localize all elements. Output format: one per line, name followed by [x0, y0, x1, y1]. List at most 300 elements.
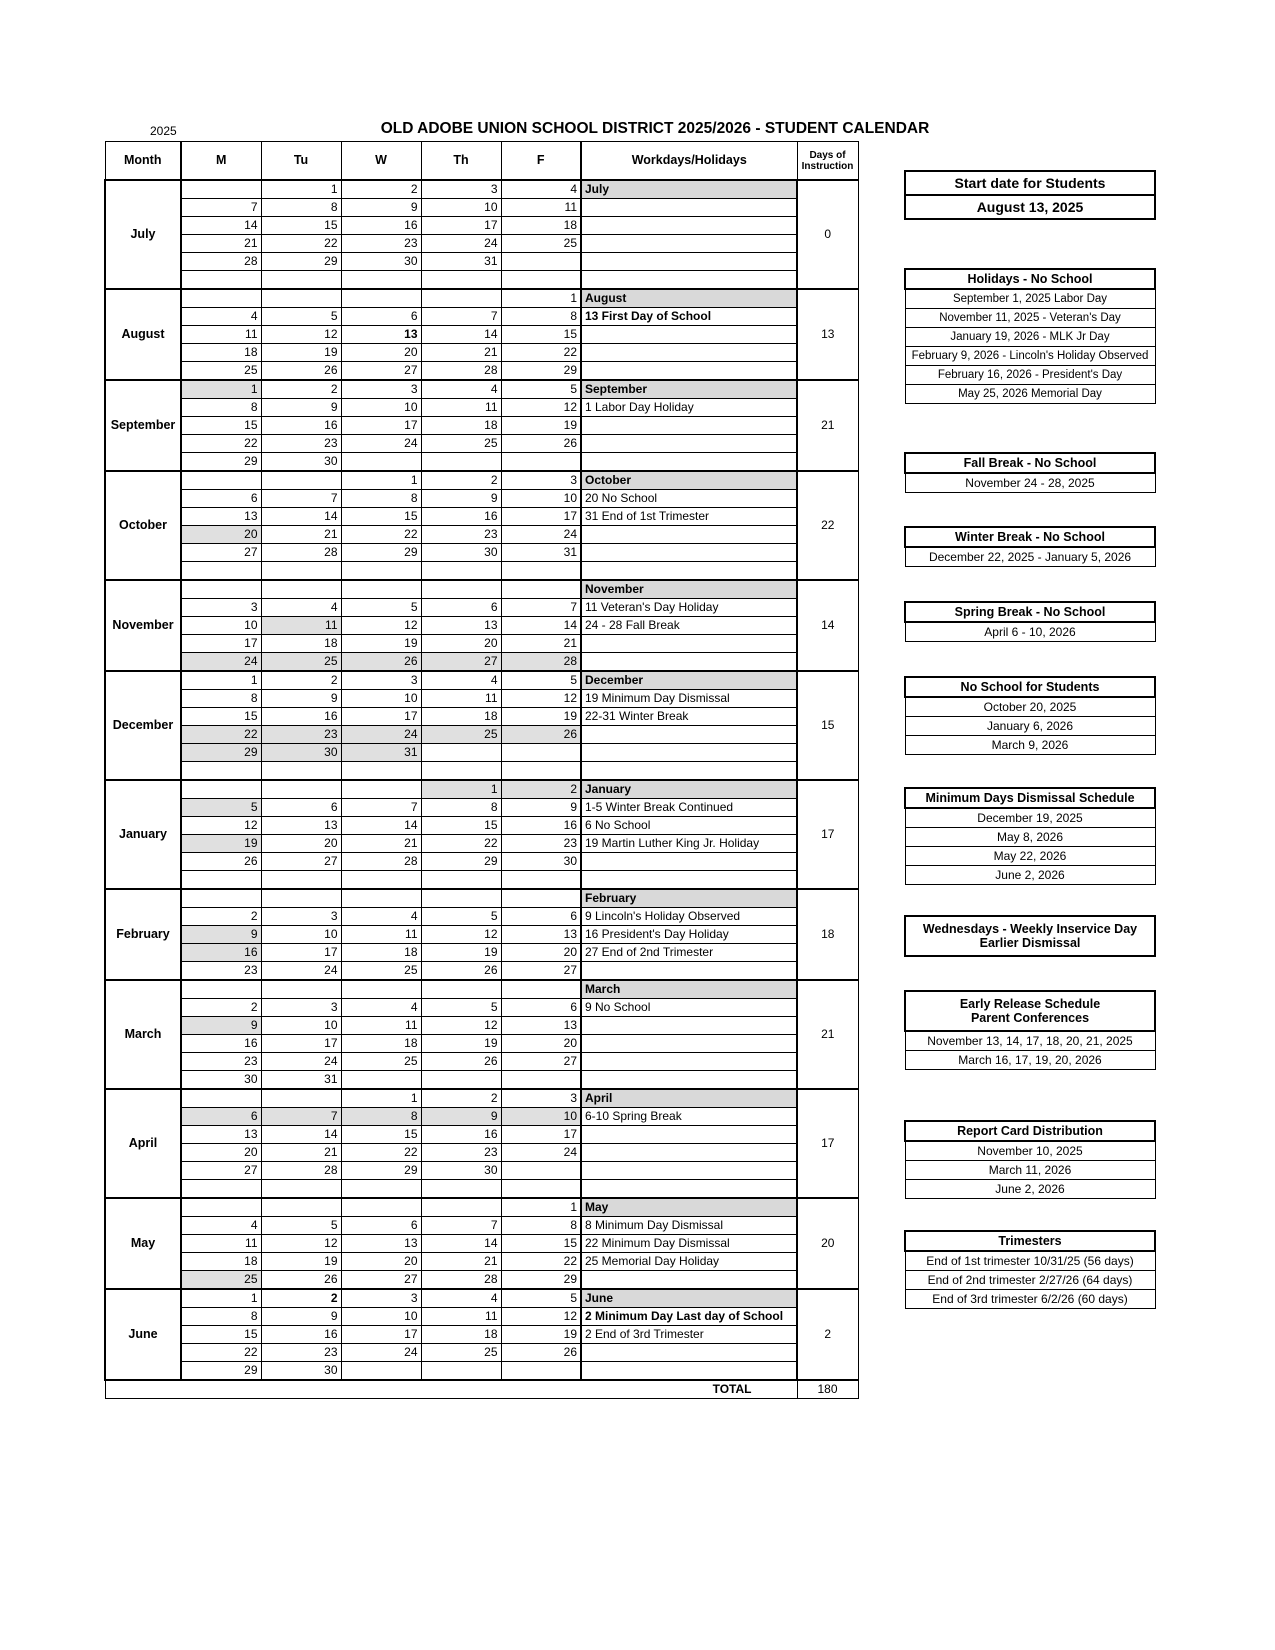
- day-cell: 11: [341, 1017, 421, 1035]
- day-cell: 14: [261, 508, 341, 526]
- day-cell: 9: [421, 1108, 501, 1126]
- info-box-item: May 8, 2026: [905, 828, 1155, 847]
- day-cell: 23: [341, 235, 421, 253]
- day-cell: [501, 253, 581, 271]
- month-title: January: [581, 780, 797, 799]
- event-text: [581, 1053, 797, 1071]
- day-cell: [261, 1089, 341, 1108]
- info-box-row: [905, 309, 1155, 328]
- day-cell: 13: [421, 617, 501, 635]
- day-cell: 20: [501, 1035, 581, 1053]
- day-cell: 18: [341, 1035, 421, 1053]
- info-box-title: [905, 527, 1155, 547]
- info-box-title-text: No School for Students: [960, 680, 1100, 694]
- day-cell: 4: [341, 999, 421, 1017]
- calendar-row: [105, 1053, 858, 1071]
- day-cell: 19: [421, 1035, 501, 1053]
- event-text: 31 End of 1st Trimester: [581, 508, 797, 526]
- day-cell: 27: [421, 653, 501, 672]
- day-cell: 12: [421, 1017, 501, 1035]
- day-cell: [181, 471, 261, 490]
- instruction-days: 17: [797, 1089, 858, 1198]
- day-cell: 27: [341, 1271, 421, 1290]
- event-text: [581, 544, 797, 562]
- day-cell: 2: [181, 999, 261, 1017]
- instruction-days: 2: [797, 1289, 858, 1380]
- calendar-row: [105, 289, 858, 308]
- day-cell: 12: [501, 1308, 581, 1326]
- info-box: [904, 676, 1156, 755]
- day-cell: 28: [421, 362, 501, 381]
- day-cell: 16: [421, 1126, 501, 1144]
- day-cell: 3: [501, 471, 581, 490]
- day-cell: 21: [181, 235, 261, 253]
- day-cell: 23: [181, 1053, 261, 1071]
- day-cell: 14: [261, 1126, 341, 1144]
- day-cell: 2: [261, 1289, 341, 1308]
- day-cell: [181, 762, 261, 781]
- info-box-title: [905, 602, 1155, 622]
- month-title: June: [581, 1289, 797, 1308]
- day-cell: 18: [181, 1253, 261, 1271]
- info-box-title: [905, 1121, 1155, 1141]
- day-cell: [421, 1362, 501, 1381]
- calendar-row: [105, 1326, 858, 1344]
- calendar-row: [105, 908, 858, 926]
- day-cell: 25: [421, 435, 501, 453]
- calendar-row: [105, 1235, 858, 1253]
- day-cell: 15: [501, 1235, 581, 1253]
- calendar-row: [105, 617, 858, 635]
- day-cell: 6: [421, 599, 501, 617]
- calendar-row: [105, 726, 858, 744]
- day-cell: 7: [261, 1108, 341, 1126]
- calendar-row: [105, 1071, 858, 1090]
- instruction-header: Days of Instruction: [797, 142, 858, 181]
- day-cell: 8: [181, 1308, 261, 1326]
- calendar-row: [105, 1017, 858, 1035]
- event-text: [581, 1071, 797, 1090]
- calendar-row: [105, 1344, 858, 1362]
- month-name: April: [105, 1089, 181, 1198]
- day-cell: 4: [421, 380, 501, 399]
- day-cell: [181, 1180, 261, 1199]
- calendar-row: [105, 253, 858, 271]
- day-cell: [501, 889, 581, 908]
- day-cell: 14: [181, 217, 261, 235]
- day-cell: 11: [421, 690, 501, 708]
- day-header: F: [501, 142, 581, 181]
- event-text: [581, 526, 797, 544]
- day-cell: 23: [421, 1144, 501, 1162]
- info-box-row: [905, 808, 1155, 828]
- total-value: 180: [797, 1380, 858, 1399]
- day-cell: 29: [341, 544, 421, 562]
- day-cell: [501, 744, 581, 762]
- day-cell: 8: [181, 399, 261, 417]
- day-cell: 24: [421, 235, 501, 253]
- calendar-row: [105, 399, 858, 417]
- info-box: [904, 268, 1156, 404]
- day-cell: [421, 871, 501, 890]
- info-box-row: [905, 366, 1155, 385]
- day-cell: 5: [421, 999, 501, 1017]
- day-cell: 29: [501, 362, 581, 381]
- day-cell: 25: [181, 1271, 261, 1290]
- day-cell: [421, 889, 501, 908]
- day-cell: 3: [261, 999, 341, 1017]
- day-cell: 14: [501, 617, 581, 635]
- day-cell: 21: [261, 526, 341, 544]
- day-cell: 30: [181, 1071, 261, 1090]
- info-box: [904, 452, 1156, 493]
- page-title: OLD ADOBE UNION SCHOOL DISTRICT 2025/2026 - STUDENT CALENDAR: [380, 120, 930, 137]
- day-cell: 13: [181, 1126, 261, 1144]
- day-cell: 20: [421, 635, 501, 653]
- day-cell: 12: [501, 690, 581, 708]
- event-text: 22-31 Winter Break: [581, 708, 797, 726]
- day-cell: 27: [501, 962, 581, 981]
- day-cell: 29: [421, 853, 501, 871]
- event-text: [581, 417, 797, 435]
- day-cell: 23: [261, 1344, 341, 1362]
- day-header: Th: [421, 142, 501, 181]
- day-cell: 20: [341, 344, 421, 362]
- day-cell: [341, 780, 421, 799]
- calendar-row: [105, 599, 858, 617]
- instruction-days: 21: [797, 980, 858, 1089]
- day-cell: [501, 562, 581, 581]
- day-cell: 15: [261, 217, 341, 235]
- day-cell: 8: [341, 1108, 421, 1126]
- calendar-row: [105, 471, 858, 490]
- event-text: [581, 217, 797, 235]
- calendar-row: [105, 271, 858, 290]
- info-box: [904, 526, 1156, 567]
- day-cell: [341, 1362, 421, 1381]
- event-text: [581, 762, 797, 781]
- day-cell: [501, 580, 581, 599]
- day-cell: 24: [261, 962, 341, 981]
- day-cell: 6: [501, 999, 581, 1017]
- day-cell: 17: [261, 944, 341, 962]
- info-box-title: [905, 171, 1155, 195]
- day-cell: 19: [261, 1253, 341, 1271]
- info-box-header-row: [905, 991, 1155, 1031]
- month-name: May: [105, 1198, 181, 1289]
- day-cell: 18: [341, 944, 421, 962]
- info-box-item: End of 1st trimester 10/31/25 (56 days): [905, 1251, 1155, 1271]
- calendar-row: [105, 326, 858, 344]
- day-cell: 8: [501, 1217, 581, 1235]
- event-text: 1 Labor Day Holiday: [581, 399, 797, 417]
- event-text: [581, 962, 797, 981]
- info-box: [904, 990, 1156, 1070]
- calendar-row: [105, 344, 858, 362]
- calendar-row: [105, 235, 858, 253]
- day-cell: 17: [341, 708, 421, 726]
- day-cell: 30: [501, 853, 581, 871]
- info-box: [904, 601, 1156, 642]
- day-cell: [341, 871, 421, 890]
- day-cell: 11: [421, 1308, 501, 1326]
- header-row: [105, 142, 858, 181]
- month-name: June: [105, 1289, 181, 1380]
- info-box-header-row: [905, 527, 1155, 547]
- day-cell: 9: [421, 490, 501, 508]
- day-cell: 18: [421, 417, 501, 435]
- info-box-row: [905, 1141, 1155, 1161]
- day-cell: 29: [501, 1271, 581, 1290]
- day-cell: [341, 562, 421, 581]
- calendar-row: [105, 217, 858, 235]
- day-cell: 17: [341, 1326, 421, 1344]
- day-cell: 29: [341, 1162, 421, 1180]
- day-cell: 8: [181, 690, 261, 708]
- calendar-row: [105, 508, 858, 526]
- info-box: [904, 787, 1156, 885]
- day-cell: 25: [261, 653, 341, 672]
- calendar-row: [105, 1162, 858, 1180]
- day-cell: [341, 1071, 421, 1090]
- instruction-days: 20: [797, 1198, 858, 1289]
- calendar-row: [105, 835, 858, 853]
- total-label: TOTAL: [105, 1380, 797, 1399]
- day-cell: 10: [261, 926, 341, 944]
- day-cell: 27: [341, 362, 421, 381]
- info-box-title-text: Early Release Schedule: [959, 997, 1101, 1011]
- day-cell: [421, 289, 501, 308]
- day-cell: 7: [501, 599, 581, 617]
- day-cell: 27: [181, 1162, 261, 1180]
- calendar-row: [105, 580, 858, 599]
- month-name: September: [105, 380, 181, 471]
- day-cell: 30: [261, 1362, 341, 1381]
- day-cell: 25: [341, 962, 421, 981]
- info-box-row: [905, 828, 1155, 847]
- day-cell: 22: [341, 1144, 421, 1162]
- instruction-days: 21: [797, 380, 858, 471]
- info-box-item: End of 3rd trimester 6/2/26 (60 days): [905, 1290, 1155, 1309]
- calendar-row: [105, 799, 858, 817]
- day-cell: 11: [341, 926, 421, 944]
- event-text: [581, 362, 797, 381]
- day-cell: 11: [421, 399, 501, 417]
- calendar-row: [105, 690, 858, 708]
- day-cell: 25: [501, 235, 581, 253]
- day-cell: 22: [341, 526, 421, 544]
- info-box-header-row: [905, 677, 1155, 697]
- info-box-row: [905, 328, 1155, 347]
- info-box-item: December 22, 2025 - January 5, 2026: [905, 547, 1155, 567]
- day-cell: 3: [181, 599, 261, 617]
- day-cell: 10: [421, 199, 501, 217]
- calendar-row: [105, 490, 858, 508]
- info-box-row: [905, 736, 1155, 755]
- month-header: Month: [105, 142, 181, 181]
- day-cell: [421, 980, 501, 999]
- day-cell: 6: [181, 490, 261, 508]
- event-text: [581, 344, 797, 362]
- day-cell: [181, 271, 261, 290]
- day-cell: [261, 871, 341, 890]
- day-cell: 31: [341, 744, 421, 762]
- day-cell: 19: [421, 944, 501, 962]
- info-box-row: [905, 195, 1155, 219]
- day-cell: [341, 980, 421, 999]
- day-cell: [181, 980, 261, 999]
- calendar-body: [105, 180, 858, 1399]
- day-cell: 5: [261, 308, 341, 326]
- info-box-item: April 6 - 10, 2026: [905, 622, 1155, 642]
- calendar-row: [105, 417, 858, 435]
- event-text: 24 - 28 Fall Break: [581, 617, 797, 635]
- day-header: Tu: [261, 142, 341, 181]
- event-text: [581, 853, 797, 871]
- day-cell: 10: [341, 690, 421, 708]
- day-cell: 28: [261, 1162, 341, 1180]
- instruction-days: 15: [797, 671, 858, 780]
- calendar-row: [105, 1198, 858, 1217]
- event-text: [581, 562, 797, 581]
- day-cell: [341, 453, 421, 472]
- calendar-row: [105, 362, 858, 381]
- calendar-row: [105, 980, 858, 999]
- day-cell: 24: [341, 435, 421, 453]
- day-cell: 8: [421, 799, 501, 817]
- day-cell: 27: [501, 1053, 581, 1071]
- day-cell: 25: [341, 1053, 421, 1071]
- day-cell: 9: [261, 399, 341, 417]
- day-cell: [421, 1071, 501, 1090]
- day-cell: [341, 1198, 421, 1217]
- info-box-title: [905, 788, 1155, 808]
- day-cell: 30: [261, 744, 341, 762]
- event-text: 2 End of 3rd Trimester: [581, 1326, 797, 1344]
- day-cell: 19: [501, 1326, 581, 1344]
- day-cell: 22: [501, 344, 581, 362]
- info-box-header-row: [905, 171, 1155, 195]
- event-text: 22 Minimum Day Dismissal: [581, 1235, 797, 1253]
- calendar-row: [105, 671, 858, 690]
- day-cell: 28: [501, 653, 581, 672]
- day-cell: 31: [261, 1071, 341, 1090]
- day-cell: 12: [261, 326, 341, 344]
- event-text: [581, 635, 797, 653]
- day-cell: 16: [421, 508, 501, 526]
- day-cell: 24: [341, 726, 421, 744]
- event-text: 9 Lincoln's Holiday Observed: [581, 908, 797, 926]
- day-cell: 15: [501, 326, 581, 344]
- day-cell: 22: [261, 235, 341, 253]
- day-cell: [421, 580, 501, 599]
- day-cell: 10: [261, 1017, 341, 1035]
- info-box-title: [905, 916, 1155, 956]
- day-cell: 7: [421, 1217, 501, 1235]
- day-cell: [181, 180, 261, 199]
- day-cell: 25: [421, 726, 501, 744]
- month-title: March: [581, 980, 797, 999]
- day-cell: 23: [181, 962, 261, 981]
- month-title: April: [581, 1089, 797, 1108]
- event-text: 6 No School: [581, 817, 797, 835]
- day-cell: [261, 471, 341, 490]
- day-cell: 3: [341, 671, 421, 690]
- day-cell: 18: [181, 344, 261, 362]
- info-box-item: March 16, 17, 19, 20, 2026: [905, 1051, 1155, 1070]
- instruction-days: 0: [797, 180, 858, 289]
- day-cell: 19: [181, 835, 261, 853]
- info-box-row: [905, 1031, 1155, 1051]
- day-cell: 30: [421, 544, 501, 562]
- instruction-days: 13: [797, 289, 858, 380]
- info-box-title-text: Parent Conferences: [970, 1011, 1090, 1025]
- month-title: August: [581, 289, 797, 308]
- day-cell: 24: [181, 653, 261, 672]
- calendar-row: [105, 1308, 858, 1326]
- event-text: 27 End of 2nd Trimester: [581, 944, 797, 962]
- day-cell: 1: [421, 780, 501, 799]
- event-text: 20 No School: [581, 490, 797, 508]
- day-cell: 9: [261, 1308, 341, 1326]
- info-box-item: January 19, 2026 - MLK Jr Day: [905, 328, 1155, 347]
- events-header: Workdays/Holidays: [581, 142, 797, 181]
- day-cell: 1: [341, 1089, 421, 1108]
- day-cell: 3: [341, 1289, 421, 1308]
- day-cell: [341, 289, 421, 308]
- day-cell: 4: [421, 1289, 501, 1308]
- month-title: November: [581, 580, 797, 599]
- day-cell: [501, 980, 581, 999]
- month-name: December: [105, 671, 181, 780]
- calendar-row: [105, 744, 858, 762]
- event-text: 8 Minimum Day Dismissal: [581, 1217, 797, 1235]
- day-cell: 3: [501, 1089, 581, 1108]
- day-cell: 15: [341, 508, 421, 526]
- day-cell: [261, 1180, 341, 1199]
- day-cell: [341, 271, 421, 290]
- info-box-item: March 11, 2026: [905, 1161, 1155, 1180]
- calendar-table: [104, 141, 859, 1399]
- info-box: [904, 1230, 1156, 1309]
- calendar-row: [105, 1144, 858, 1162]
- day-cell: 22: [181, 726, 261, 744]
- calendar-row: [105, 999, 858, 1017]
- day-cell: 23: [261, 435, 341, 453]
- day-cell: 15: [341, 1126, 421, 1144]
- day-cell: 17: [501, 1126, 581, 1144]
- info-box-row: [905, 473, 1155, 493]
- day-cell: 11: [181, 326, 261, 344]
- calendar-row: [105, 1253, 858, 1271]
- day-cell: 5: [501, 380, 581, 399]
- info-box-item: September 1, 2025 Labor Day: [905, 289, 1155, 309]
- day-cell: [261, 780, 341, 799]
- day-cell: [501, 1162, 581, 1180]
- event-text: 9 No School: [581, 999, 797, 1017]
- day-cell: 22: [181, 1344, 261, 1362]
- day-cell: 10: [501, 1108, 581, 1126]
- day-cell: [341, 580, 421, 599]
- event-text: 13 First Day of School: [581, 308, 797, 326]
- calendar-row: [105, 708, 858, 726]
- info-box-row: [905, 1161, 1155, 1180]
- info-box-row: [905, 717, 1155, 736]
- day-cell: 6: [261, 799, 341, 817]
- event-text: [581, 271, 797, 290]
- day-cell: [341, 762, 421, 781]
- day-cell: 31: [501, 544, 581, 562]
